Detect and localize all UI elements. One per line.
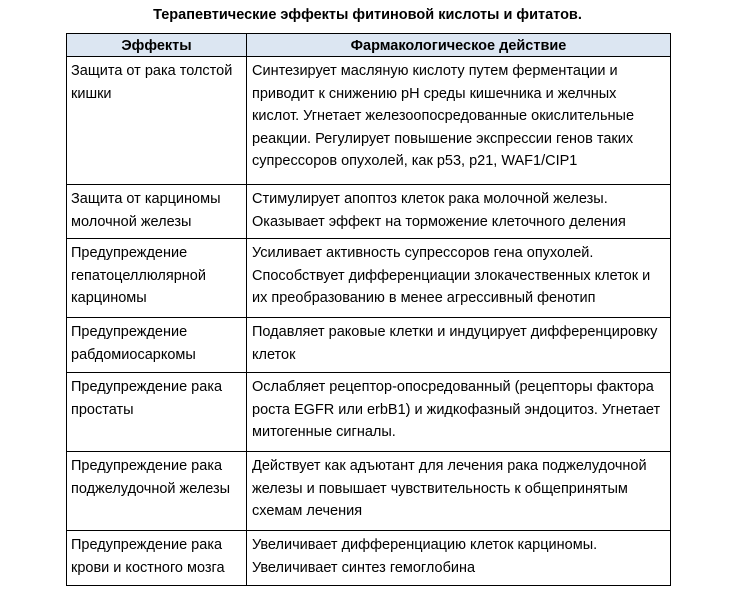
table-row bbox=[67, 531, 671, 586]
effects-table bbox=[66, 33, 671, 586]
action-cell: Действует как адъютант для лечения рака поджелудочной железы и повышает чувствительность к общепринятым схемам лечения bbox=[247, 452, 671, 531]
action-cell: Стимулирует апоптоз клеток рака молочной железы. Оказывает эффект на торможение клеточного деления bbox=[247, 185, 671, 239]
table-row bbox=[67, 373, 671, 452]
action-cell: Усиливает активность супрессоров гена опухолей. Способствует дифференциации злокачественных клеток и их преобразованию в менее агрессивный фенотип bbox=[247, 239, 671, 318]
effect-cell: Предупреждение рака поджелудочной железы bbox=[67, 452, 247, 531]
effect-cell: Предупреждение рака крови и костного мозга bbox=[67, 531, 247, 586]
table-row bbox=[67, 57, 671, 185]
effect-cell: Защита от карциномы молочной железы bbox=[67, 185, 247, 239]
effect-cell: Защита от рака толстой кишки bbox=[67, 57, 247, 185]
column-header-pharmacological-action: Фармакологическое действие bbox=[247, 34, 671, 57]
table-row bbox=[67, 318, 671, 373]
table-row bbox=[67, 239, 671, 318]
action-cell: Синтезирует масляную кислоту путем ферментации и приводит к снижению pH среды кишечника и желчных кислот. Угнетает железоопосредованные окислительные реакции. Регулирует повышение экспрессии генов таких супрессоров опухолей, как p53, p21, WAF1/CIP1 bbox=[247, 57, 671, 185]
table-row bbox=[67, 185, 671, 239]
table-title: Терапевтические эффекты фитиновой кислоты и фитатов. bbox=[153, 7, 582, 23]
header-row bbox=[67, 34, 671, 57]
table-row bbox=[67, 452, 671, 531]
action-cell: Ослабляет рецептор-опосредованный (рецепторы фактора роста EGFR или erbB1) и жидкофазный эндоцитоз. Угнетает митогенные сигналы. bbox=[247, 373, 671, 452]
effect-cell: Предупреждение гепатоцеллюлярной карциномы bbox=[67, 239, 247, 318]
action-cell: Увеличивает дифференциацию клеток карциномы. Увеличивает синтез гемоглобина bbox=[247, 531, 671, 586]
column-header-effects: Эффекты bbox=[67, 34, 247, 57]
effect-cell: Предупреждение рабдомиосаркомы bbox=[67, 318, 247, 373]
action-cell: Подавляет раковые клетки и индуцирует дифференцировку клеток bbox=[247, 318, 671, 373]
effect-cell: Предупреждение рака простаты bbox=[67, 373, 247, 452]
